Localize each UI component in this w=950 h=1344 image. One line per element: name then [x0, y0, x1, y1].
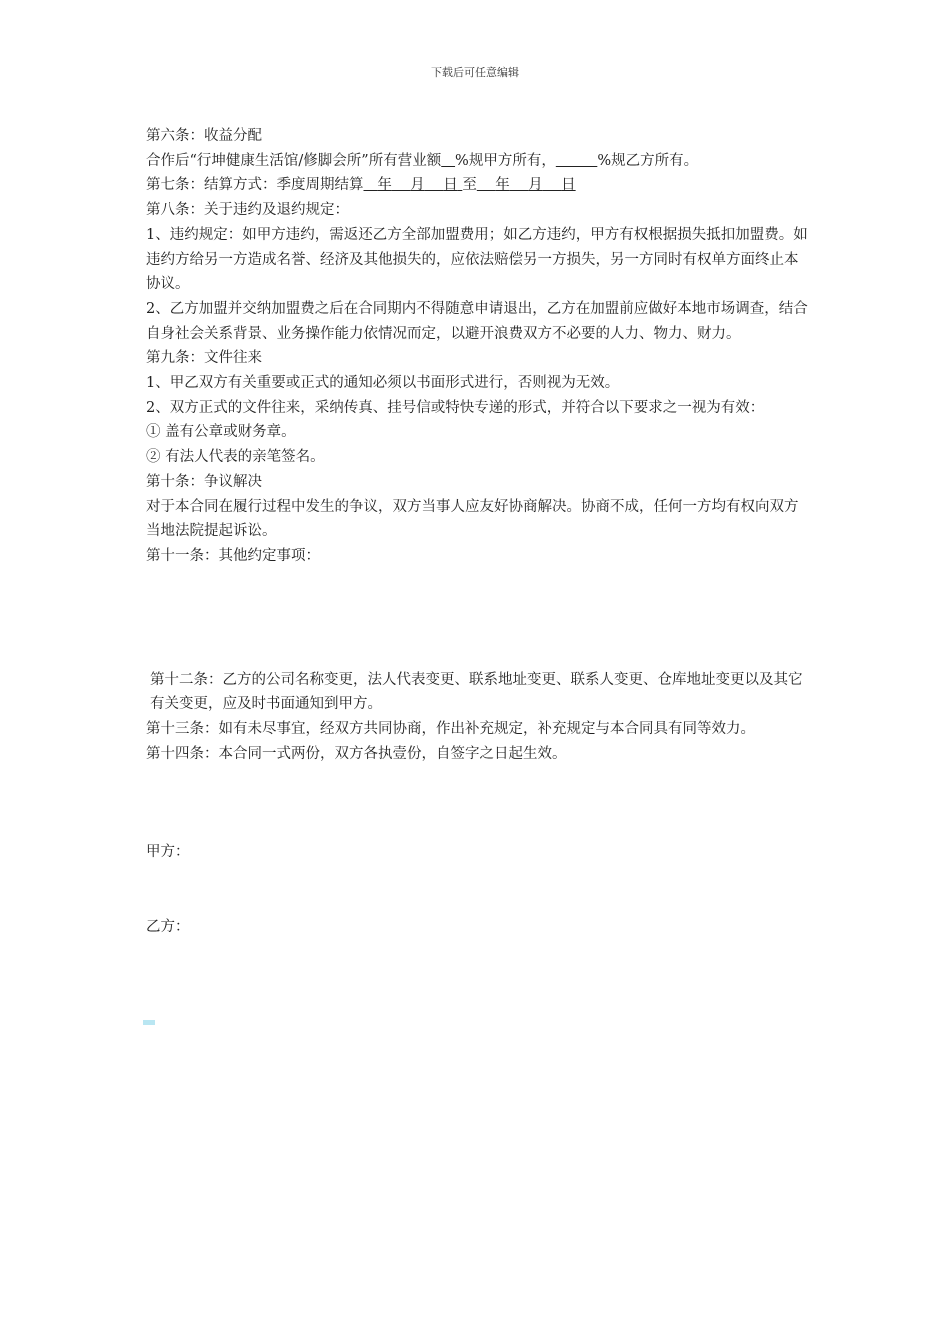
date-year-label: 年 [495, 177, 510, 194]
article-9-option-2: ② 有法人代表的亲笔签名。 [146, 449, 325, 466]
blank-space [146, 569, 811, 668]
blank-space [146, 865, 811, 915]
text-cursor-highlight [143, 1020, 155, 1025]
article-7-text [146, 173, 811, 198]
date-year-label: 年 [377, 177, 392, 194]
article-9-para-1: 1、甲乙双方有关重要或正式的通知必须以书面形式进行，否则视为无效。 [146, 375, 620, 392]
article-14-para: 第十四条：本合同一式两份，双方各执壹份，自签字之日起生效。 [146, 745, 567, 762]
article-6-text-a: 合作后“行坤健康生活馆/修脚会所”所有营业额 [146, 152, 442, 169]
blank-field[interactable] [556, 153, 597, 169]
article-8-para-2: 2、乙方加盟并交纳加盟费之后在合同期内不得随意申请退出，乙方在加盟前应做好本地市场调查，结合自身社会关系背景、业务操作能力依情况而定，以避开浪费双方不必要的人力、物力、财力。 [146, 300, 808, 342]
page-header: 下载后可任意编辑 [431, 66, 519, 79]
article-7-text-a: 第七条：结算方式：季度周期结算 [146, 177, 364, 194]
article-13-para: 第十三条：如有未尽事宜，经双方共同协商，作出补充规定，补充规定与本合同具有同等效力。 [146, 721, 755, 738]
article-6-title: 第六条：收益分配 [146, 128, 262, 144]
contract-body [146, 124, 811, 940]
party-a-signature: 甲方： [146, 844, 190, 861]
article-9-para-2: 2、双方正式的文件往来，采纳传真、挂号信或特快专递的形式，并符合以下要求之一视为有效： [146, 399, 765, 416]
date-month-label: 月 [410, 177, 425, 194]
article-8-para-1: 1、违约规定：如甲方违约，需返还乙方全部加盟费用；如乙方违约，甲方有权根据损失抵扣加盟费。如违约方给另一方造成名誉、经济及其他损失的，应依法赔偿另一方损失，另一方同时有权单方面终止本协议。 [146, 226, 808, 293]
article-9-option-1: ① 盖有公章或财务章。 [146, 424, 296, 441]
date-to-label: 至 [462, 177, 477, 194]
article-8-title: 第八条：关于违约及退约规定： [146, 202, 349, 219]
date-month-label: 月 [528, 177, 543, 194]
party-b-signature: 乙方： [146, 919, 190, 936]
article-12-para: 第十二条：乙方的公司名称变更，法人代表变更、联系地址变更、联系人变更、仓库地址变更以及其它有关变更，应及时书面通知到甲方。 [150, 671, 803, 713]
blank-field[interactable] [441, 153, 455, 169]
date-day-label: 日 [443, 177, 458, 194]
article-9-title: 第九条：文件往来 [146, 350, 262, 367]
article-11-title: 第十一条：其他约定事项： [146, 547, 320, 564]
article-6-text-b: %规甲方所有， [455, 152, 556, 169]
date-field[interactable] [477, 177, 576, 193]
article-6-text-c: %规乙方所有。 [597, 152, 699, 169]
article-10-para: 对于本合同在履行过程中发生的争议，双方当事人应友好协商解决。协商不成，任何一方均有权向双方当地法院提起诉讼。 [146, 498, 799, 540]
blank-space [146, 766, 811, 840]
article-10-title: 第十条：争议解决 [146, 473, 262, 490]
article-6-text [146, 149, 811, 174]
date-day-label: 日 [561, 177, 576, 194]
date-field[interactable] [364, 177, 463, 193]
